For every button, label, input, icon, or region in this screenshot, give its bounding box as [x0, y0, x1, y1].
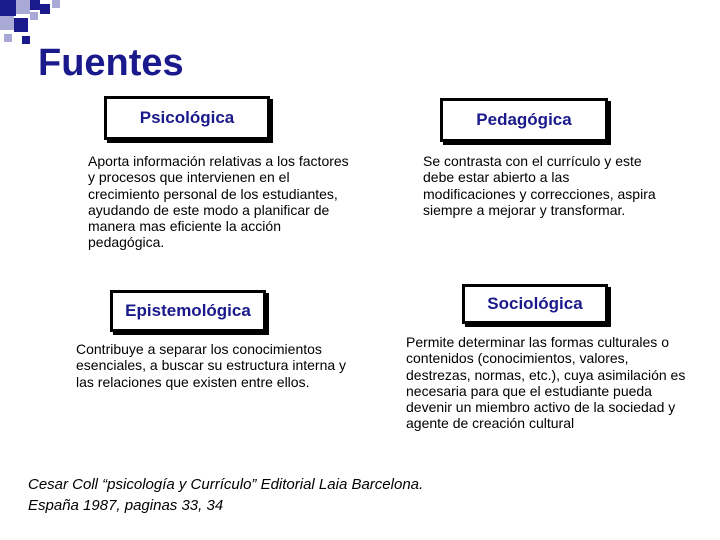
pedagogica-heading-box: [440, 98, 608, 142]
sociologica-heading-box: [462, 284, 608, 324]
decor-square-8: [52, 0, 60, 8]
decor-square-4: [0, 16, 14, 30]
citation: [28, 474, 548, 516]
decor-square-6: [30, 12, 38, 20]
decor-square-3: [30, 0, 40, 10]
citation-line-1: Cesar Coll “psicología y Currículo” Editorial Laia Barcelona.: [28, 476, 424, 493]
decor-square-1: [0, 0, 16, 16]
decor-square-5: [14, 18, 28, 32]
citation-line-2: España 1987, paginas 33, 34: [28, 497, 224, 514]
epistemologica-body: Contribuye a separar los conocimientos esenciales, a buscar su estructura interna y las relaciones que existen entre ellos.: [76, 341, 347, 390]
epistemologica-heading-box: [110, 290, 266, 332]
decor-square-7: [40, 4, 50, 14]
pedagogica-body: Se contrasta con el currículo y este debe estar abierto a las modificaciones y correcciones, aspira siempre a mejorar y transformar.: [423, 153, 656, 218]
pedagogica-heading: Pedagógica: [476, 110, 572, 129]
psicologica-heading: Psicológica: [139, 108, 235, 127]
sociologica-body: Permite determinar las formas culturales o contenidos (conocimientos, valores, destrezas, normas, etc.), cuya asimilación es necesaria para que el estudiante pueda devenir un miembro activo de la sociedad y agente de creación cultural: [406, 334, 686, 432]
decor-square-2: [16, 0, 30, 14]
epistemologica-heading: Epistemológica: [125, 301, 251, 320]
page-title: Fuentes: [38, 42, 184, 84]
sociologica-heading: Sociológica: [487, 294, 583, 313]
psicologica-heading-box: [104, 96, 270, 140]
decor-square-9: [4, 34, 12, 42]
decor-square-10: [22, 36, 30, 44]
psicologica-body: Aporta información relativas a los factores y procesos que intervienen en el crecimiento personal de los estudiantes, ayudando de este modo a planificar de manera mas eficiente la acción pedagógica.: [88, 153, 349, 251]
